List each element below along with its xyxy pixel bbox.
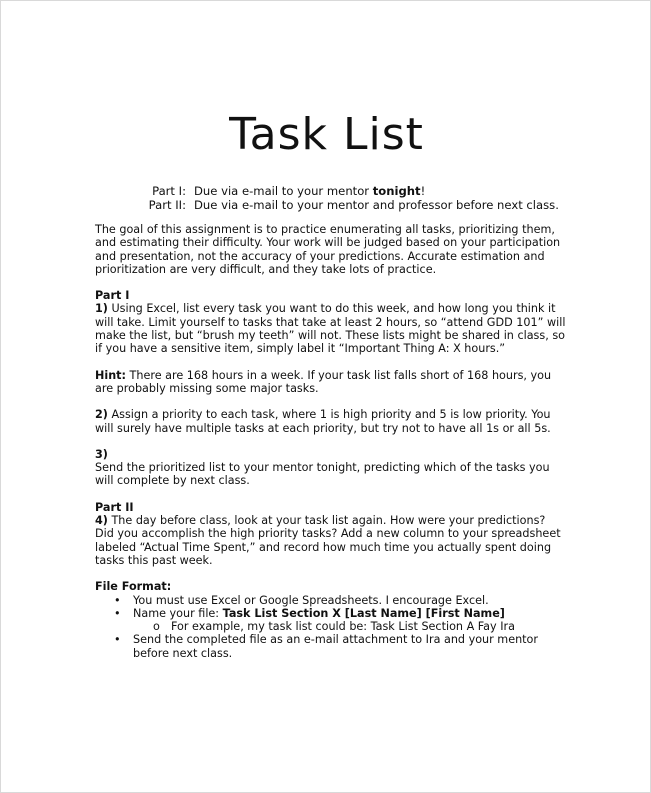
step4-paragraph: 4) The day before class, look at your task list again. How were your predictions? Did you accomplish the high priority tasks? Add a new column to your spreadsheet labeled “Actual Time Spent,” and record how much time you actually spent doing tasks this past week. xyxy=(95,514,561,567)
hint-paragraph: Hint: There are 168 hours in a week. If your task list falls short of 168 hours, you are probably missing some major tasks. xyxy=(95,368,552,395)
list-item: o For example, my task list could be: Task List Section A Fay Ira xyxy=(153,620,515,634)
intro-paragraph: The goal of this assignment is to practice enumerating all tasks, prioritizing them, and estimating their difficulty. Your work will be judged based on your participation and presentation, not the accuracy of your predictions. Accurate estimation and prioritization are very difficult, and they take lots of practice. xyxy=(95,223,561,276)
file-format-list xyxy=(95,594,565,660)
due-part1-text: Due via e-mail to your mentor tonight! xyxy=(194,184,426,198)
due-part1-bold: tonight xyxy=(372,184,421,198)
due-part1-label: Part I: xyxy=(152,184,186,198)
list-item: • You must use Excel or Google Spreadsheets. I encourage Excel. xyxy=(114,593,489,607)
due-part1 xyxy=(141,184,559,198)
due-part2-label: Part II: xyxy=(148,198,186,212)
bullet-icon: • xyxy=(114,633,121,647)
list-item: • Name your file: Task List Section X [Last Name] [First Name] xyxy=(114,606,505,620)
step3-paragraph: 3) Send the prioritized list to your mentor tonight, predicting which of the tasks you will complete by next class. xyxy=(95,447,550,488)
bullet-icon: • xyxy=(114,606,121,620)
due-part2 xyxy=(141,198,559,212)
assignment-body xyxy=(95,223,565,660)
list-item: • Send the completed file as an e-mail attachment to Ira and your mentor before next class. xyxy=(114,633,539,660)
page-title: Task List xyxy=(229,109,424,160)
due-dates xyxy=(141,184,559,212)
step2-paragraph: 2) Assign a priority to each task, where 1 is high priority and 5 is low priority. You will surely have multiple tasks at each priority, but try not to have all 1s or all 5s. xyxy=(95,408,551,435)
step1-paragraph: 1) Using Excel, list every task you want to do this week, and how long you think it will take. Limit yourself to tasks that take at least 2 hours, so “attend GDD 101” will make the list, but “brush my teeth” will not. These lists might be shared in class, so if you have a sensitive item, simply label it “Important Thing A: X hours.” xyxy=(95,302,566,356)
due-part2-text: Due via e-mail to your mentor and professor before next class. xyxy=(194,198,559,212)
part2-heading: Part II xyxy=(95,500,134,514)
bullet-icon: • xyxy=(114,593,121,607)
file-format-heading: File Format: xyxy=(95,580,172,594)
part1-heading: Part I xyxy=(95,289,130,303)
sub-bullet-icon: o xyxy=(153,620,160,634)
